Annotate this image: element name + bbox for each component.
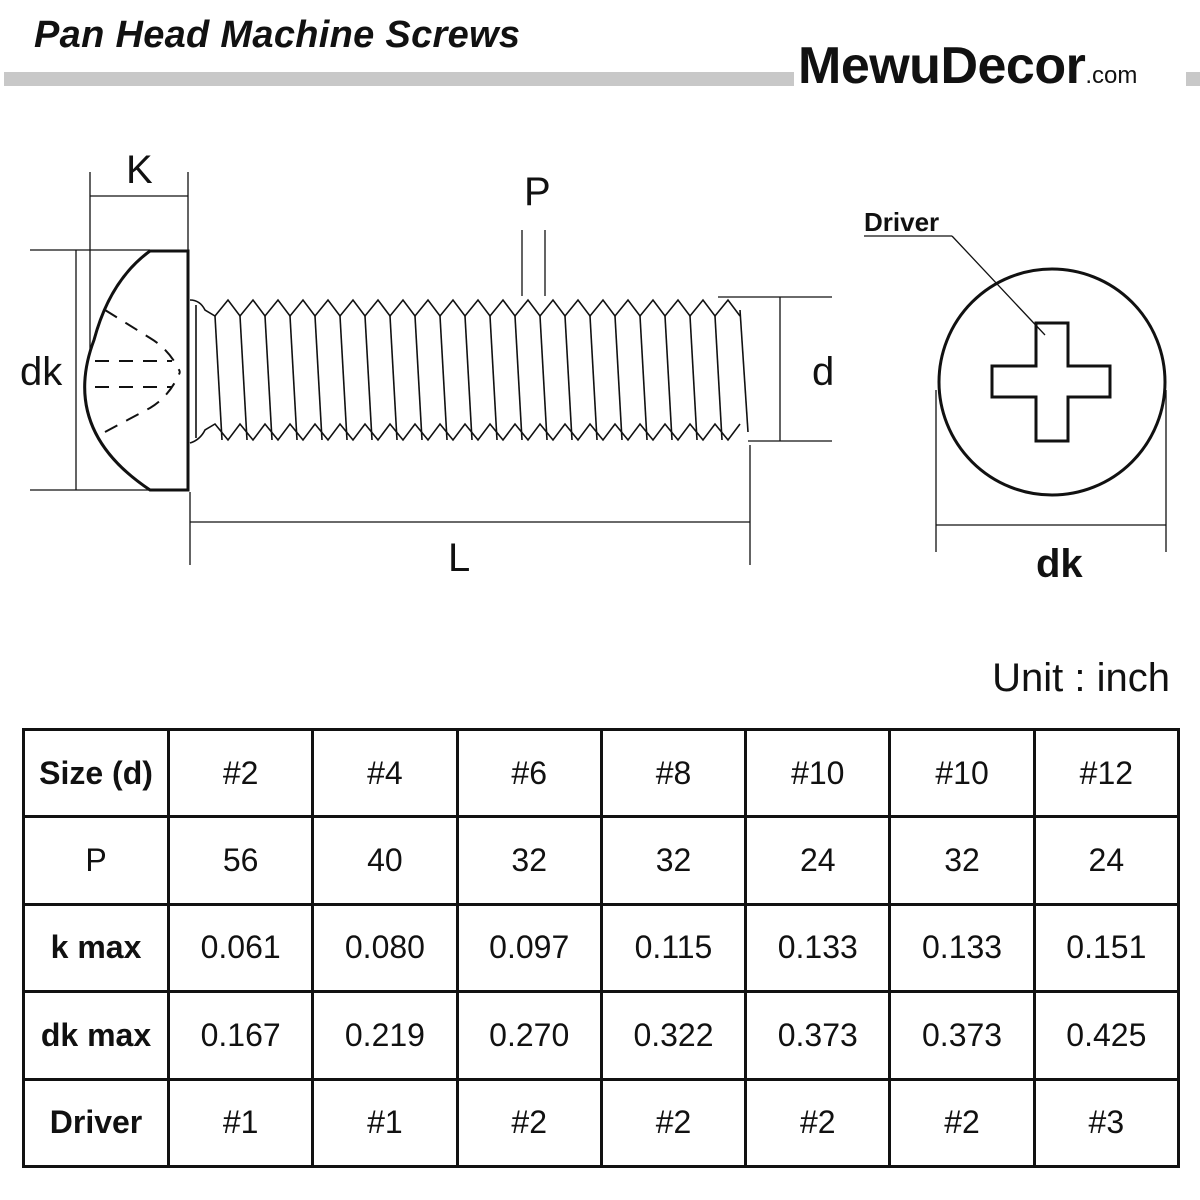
l-dimension-label: L	[448, 536, 471, 580]
dimension-lines	[30, 172, 835, 565]
table-cell: 24	[1034, 817, 1178, 904]
table-cell: #1	[169, 1079, 313, 1166]
table-cell: #1	[313, 1079, 457, 1166]
table-cell: 0.133	[746, 904, 890, 991]
table-cell: 0.219	[313, 992, 457, 1079]
k-dimension-label: K	[126, 148, 153, 192]
table-cell: 0.061	[169, 904, 313, 991]
table-row	[24, 730, 1179, 817]
table-cell: 0.097	[457, 904, 601, 991]
table-cell: 32	[601, 817, 745, 904]
table-cell: 0.373	[890, 992, 1034, 1079]
table-cell: 32	[457, 817, 601, 904]
p-dimension-label: P	[524, 170, 551, 214]
table-cell: #2	[601, 1079, 745, 1166]
table-cell: #4	[313, 730, 457, 817]
table-cell: 0.425	[1034, 992, 1178, 1079]
dk-side-label: dk	[20, 350, 63, 394]
row-header: Driver	[24, 1079, 169, 1166]
table-cell: 0.133	[890, 904, 1034, 991]
unit-label: Unit : inch	[992, 656, 1170, 700]
table-row	[24, 1079, 1179, 1166]
brand-suffix: .com	[1085, 62, 1138, 89]
screw-head	[85, 251, 188, 490]
table-cell: #2	[746, 1079, 890, 1166]
table-cell: 0.322	[601, 992, 745, 1079]
recess-hidden-lines	[95, 310, 180, 432]
table-cell: #2	[457, 1079, 601, 1166]
row-header: P	[24, 817, 169, 904]
table-cell: 0.373	[746, 992, 890, 1079]
row-header: dk max	[24, 992, 169, 1079]
table-cell: #10	[890, 730, 1034, 817]
row-header: Size (d)	[24, 730, 169, 817]
dk-top-label: dk	[1036, 542, 1083, 586]
row-header: k max	[24, 904, 169, 991]
table-row	[24, 904, 1179, 991]
page-title: Pan Head Machine Screws	[34, 14, 521, 56]
driver-label: Driver	[864, 207, 940, 237]
brand-name: MewuDecor	[798, 37, 1086, 95]
table-cell: 0.167	[169, 992, 313, 1079]
table-cell: 56	[169, 817, 313, 904]
table-cell: #2	[169, 730, 313, 817]
table-cell: 24	[746, 817, 890, 904]
table-row	[24, 992, 1179, 1079]
table-cell: #12	[1034, 730, 1178, 817]
table-cell: #6	[457, 730, 601, 817]
table-cell: #2	[890, 1079, 1034, 1166]
top-view	[864, 236, 1166, 552]
table-row	[24, 817, 1179, 904]
screw-thread	[190, 300, 748, 443]
table-cell: 0.151	[1034, 904, 1178, 991]
phillips-recess-icon	[992, 323, 1110, 441]
spec-table	[22, 728, 1180, 1168]
table-cell: 0.270	[457, 992, 601, 1079]
table-cell: 0.080	[313, 904, 457, 991]
d-dimension-label: d	[812, 350, 835, 394]
table-cell: #3	[1034, 1079, 1178, 1166]
table-cell: 40	[313, 817, 457, 904]
table-cell: 0.115	[601, 904, 745, 991]
table-cell: #8	[601, 730, 745, 817]
table-cell: #10	[746, 730, 890, 817]
table-cell: 32	[890, 817, 1034, 904]
